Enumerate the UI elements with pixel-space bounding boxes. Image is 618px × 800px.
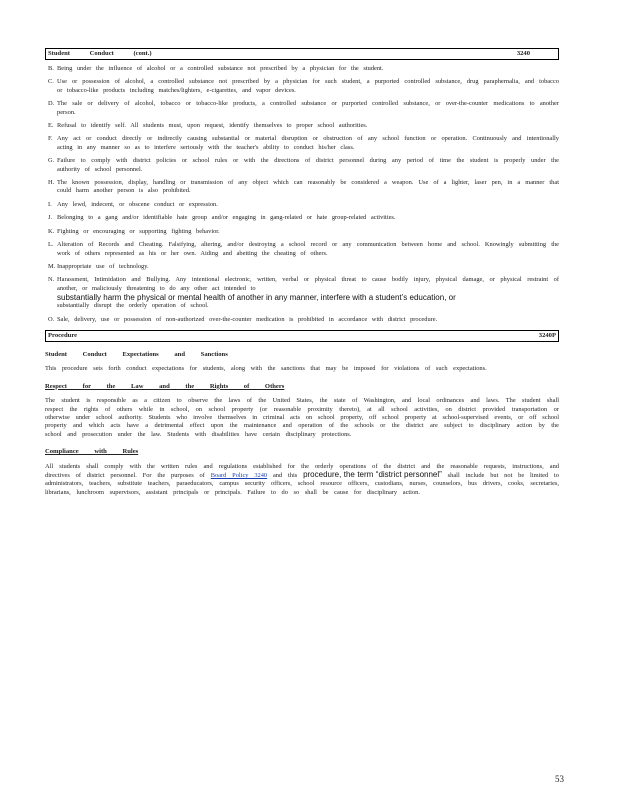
item-letter: H.: [48, 179, 55, 187]
page-number: 53: [555, 773, 564, 784]
procedure-intro: This procedure sets forth conduct expectations for students, along with the sanctions that may be imposed for violations of such expectations.: [45, 365, 487, 373]
compliance-text-b: and this: [272, 472, 298, 479]
compliance-emphasis: procedure, the term “district personnel”: [303, 470, 442, 479]
item-letter: E.: [48, 122, 54, 130]
procedure-number: 3240P: [538, 331, 556, 339]
item-letter: D.: [48, 100, 55, 108]
item-letter: K.: [48, 227, 55, 235]
item-text: Failure to comply with district policies or school rules or with the directions of district personnel during any period of time the student is properly under the authority of school personnel.: [57, 157, 559, 173]
procedure-title: Procedure: [48, 331, 78, 339]
list-item: [45, 214, 559, 222]
item-text: Alteration of Records and Cheating. Falsifying, altering, and/or destroying a school record or any communication between home and school. Knowingly submitting the work of others represented as his or her own. Aiding and abetting the cheating of others.: [57, 241, 559, 257]
respect-paragraph: The student is responsible as a citizen to observe the laws of the United States, the state of Washington, and local ordinances and laws. The student shall respect the rights of others while in school, on school property (or reasonable proximity thereto), at all school activities, on district provided transportation or otherwise under school authority. Students who involve themselves in criminal acts on school property, off school property at school-supervised events, or off school property and which acts have a detrimental effect upon the maintenance and operation of the schools or the district are subject to disciplinary action by the school and prosecution under the law. Students with disabilities have certain disciplinary protections.: [45, 397, 559, 438]
item-letter: M.: [48, 262, 56, 270]
list-item: [45, 228, 559, 236]
list-item: [45, 157, 559, 174]
item-letter: F.: [48, 135, 53, 143]
item-letter: B.: [48, 65, 54, 72]
item-text: Any lewd, indecent, or obscene conduct or expression.: [57, 200, 218, 208]
item-text: Any act or conduct directly or indirectly causing substantial or material disruption or obstruction of any school function or operation. Continuously and intentionally acting in any manner so as to interfere seriously with the teacher's ability to conduct his/her class.: [57, 135, 559, 151]
compliance-text-c: shall include but not be limited to administrators, teachers, substitute teachers, paraeducators, campus security officers, school resource officers, custodians, nurses, counselors, bus drivers, cooks, secretaries, librarians, lunchroom supervisors, assistant principals or principals. Failure to do so shall be cause for disciplinary action.: [45, 472, 559, 496]
item-text-emphasis: substantially harm the physical or mental health of another in any manner, interfere with a student’s education, or: [57, 293, 456, 303]
board-policy-link[interactable]: Board Policy 3240: [210, 472, 268, 479]
policy-header: [45, 48, 559, 60]
list-item: [45, 241, 559, 258]
list-item: [45, 179, 559, 196]
item-text: The sale or delivery of alcohol, tobacco or tobacco-like products, a controlled substance or purported controlled substance, or over-the-counter medications to another person.: [57, 100, 559, 116]
compliance-text-a: All students shall comply with the written rules and regulations established for the orderly operations of the district and the reasonable requests, instructions, and directives of district personnel. For the purposes of: [45, 462, 559, 479]
item-letter: C.: [48, 78, 54, 86]
item-text: Fighting or encouraging or supporting fighting behavior.: [57, 227, 220, 235]
item-text: Refusal to identify self. All students must, upon request, identify themselves to proper school authorities.: [57, 122, 368, 130]
item-letter: I.: [48, 200, 52, 208]
item-text: Use or possession of alcohol, a controlled substance not prescribed by a physician for such student, a purported controlled substance, drug paraphernalia, and tobacco or tobacco-like products including matches/lighters, e-cigarettes, and vapor devices.: [57, 78, 559, 94]
item-text: Sale, delivery, use or possession of non-authorized over-the-counter medication is prohibited in accordance with district procedure.: [57, 315, 438, 323]
item-letter: G.: [48, 157, 55, 165]
item-text: Being under the influence of alcohol or a controlled substance not prescribed by a physician for the student.: [57, 65, 384, 72]
respect-heading: Respect for the Law and the Rights of Others: [45, 382, 285, 390]
item-letter: L.: [48, 241, 54, 249]
list-item: [45, 122, 559, 130]
item-text: Belonging to a gang and/or identifiable hate group and/or engaging in gang-related or hate group-related activities.: [57, 214, 396, 222]
procedure-header: [45, 330, 559, 342]
item-letter: N.: [48, 276, 55, 284]
policy-number: 3240: [516, 50, 530, 57]
item-text: The known possession, display, handling or transmission of any object which can reasonably be considered a weapon. Use of a lighter, laser pen, in a manner that could harm another person is also prohibited.: [57, 179, 559, 195]
list-item: [45, 201, 559, 209]
compliance-paragraph: [45, 463, 559, 498]
list-item: [45, 78, 559, 95]
item-letter: O.: [48, 315, 55, 323]
item-text-end: substantially disrupt the orderly operation of school.: [57, 302, 209, 310]
policy-title: Student Conduct (cont.): [48, 50, 152, 57]
item-letter: J.: [48, 214, 53, 222]
conduct-list: [45, 65, 559, 324]
compliance-heading: Compliance with Rules: [45, 448, 139, 456]
item-text: Harassment, Intimidation and Bullying. Any intentional electronic, written, verbal or physical threat to cause bodily injury, physical damage, or physical restraint of another, or maliciously threatening to do any other act intended to: [57, 276, 559, 292]
item-text: Inappropriate use of technology.: [57, 262, 149, 270]
procedure-heading: Student Conduct Expectations and Sanctions: [45, 350, 228, 358]
list-item: [45, 263, 559, 271]
list-item: [45, 316, 559, 324]
list-item: [45, 65, 559, 73]
list-item: [45, 100, 559, 117]
document-page: [45, 48, 559, 497]
list-item: [45, 135, 559, 152]
list-item: [45, 276, 559, 310]
